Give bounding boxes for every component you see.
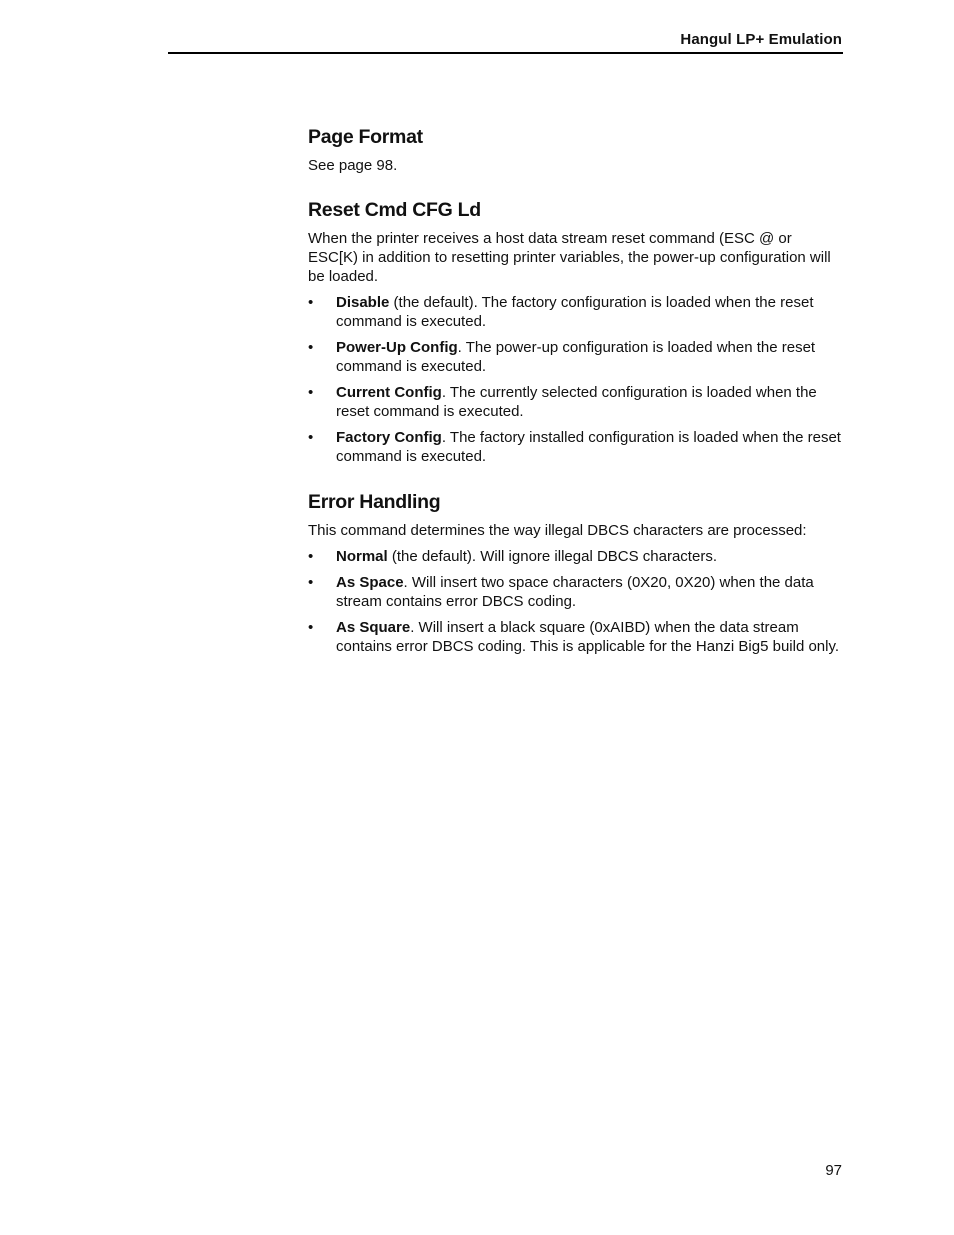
list-item — [308, 573, 843, 611]
list-item-term: Normal — [336, 548, 388, 565]
list-item — [308, 383, 843, 421]
list-item-text: . The factory installed configuration is loaded when the reset command is executed. — [336, 429, 841, 465]
list-item-text: . Will insert two space characters (0X20, 0X20) when the data stream contains error DBCS coding. — [336, 574, 814, 610]
list-item-text: . The currently selected configuration is loaded when the reset command is executed. — [336, 384, 817, 420]
bullet-icon: • — [308, 294, 314, 311]
page-header — [168, 30, 843, 54]
section-error-handling — [308, 489, 843, 656]
page-format-text: See page 98. — [308, 157, 398, 174]
main-content — [308, 124, 843, 656]
bullet-icon: • — [308, 429, 314, 446]
heading-error-handling: Error Handling — [308, 491, 441, 513]
heading-page-format: Page Format — [308, 126, 423, 148]
bullet-icon: • — [308, 574, 314, 591]
list-item-text: (the default). The factory configuration is loaded when the reset command is executed. — [336, 294, 814, 330]
reset-cmd-intro: When the printer receives a host data stream reset command (ESC @ or ESC[K) in addition to resetting printer variables, the power-up configuration will be loaded. — [308, 230, 831, 285]
list-item-term: Power-Up Config — [336, 339, 458, 356]
bullet-icon: • — [308, 384, 314, 401]
list-item-text: (the default). Will ignore illegal DBCS characters. — [387, 548, 717, 565]
section-page-format — [308, 124, 843, 175]
error-handling-list — [308, 547, 843, 656]
list-item-term: Current Config — [336, 384, 442, 401]
list-item — [308, 293, 843, 331]
bullet-icon: • — [308, 619, 314, 636]
page-number: 97 — [825, 1162, 842, 1179]
section-reset-cmd — [308, 197, 843, 466]
list-item-term: Factory Config — [336, 429, 442, 446]
bullet-icon: • — [308, 339, 314, 356]
list-item-term: Disable — [336, 294, 390, 311]
list-item-term: As Square — [336, 619, 411, 636]
list-item — [308, 428, 843, 466]
list-item-text: . The power-up configuration is loaded when the reset command is executed. — [336, 339, 816, 375]
list-item-text: . Will insert a black square (0xAIBD) when the data stream contains error DBCS coding. This is applicable for the Hanzi Big5 build only. — [336, 619, 840, 655]
bullet-icon: • — [308, 548, 314, 565]
header-title: Hangul LP+ Emulation — [680, 31, 842, 48]
list-item — [308, 618, 843, 656]
reset-cmd-list — [308, 293, 843, 466]
heading-reset-cmd: Reset Cmd CFG Ld — [308, 199, 481, 221]
list-item — [308, 338, 843, 376]
list-item — [308, 547, 843, 566]
list-item-term: As Space — [336, 574, 404, 591]
error-handling-intro: This command determines the way illegal DBCS characters are processed: — [308, 522, 807, 539]
